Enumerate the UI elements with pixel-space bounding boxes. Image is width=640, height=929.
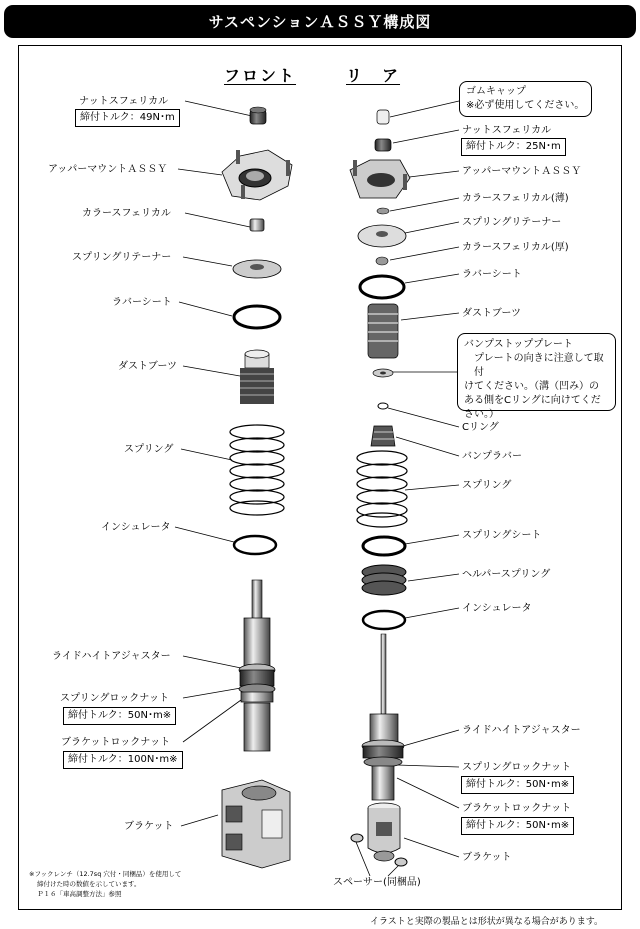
rear-spring-lock-torque-box: 締付トルク：50N･m※ [461,776,574,794]
rear-spring-lock-nut-label: スプリングロックナット [462,762,571,773]
rear-spring-retainer-art [358,225,406,247]
rear-ride-height-adjuster-label: ライドハイトアジャスター [462,725,581,736]
rear-damper-art [362,634,404,800]
rear-collar-thick-label: カラースフェリカル(厚) [462,242,569,253]
front-spring-lock-nut-label: スプリングロックナット [60,693,169,704]
rear-bracket-label: ブラケット [462,852,512,863]
rear-collar-thick-art [376,257,388,265]
rear-c-ring-art [378,403,388,409]
front-bracket-art [222,780,290,868]
rear-bump-rubber-art [371,426,395,446]
rear-bracket-lock-torque-box: 締付トルク：50N･m※ [461,817,574,835]
rear-bump-rubber-label: バンプラバー [462,451,522,462]
front-ride-height-adjuster-label: ライドハイトアジャスター [52,651,171,662]
rear-helper-spring-label: ヘルパースプリング [462,569,551,580]
rear-spring-seat-art [363,537,405,555]
front-insulator-art [234,536,276,554]
front-spring-retainer-art [233,260,281,278]
rear-rubber-cap-label: ゴムキャップ [466,86,526,97]
front-dust-boot-label: ダストブーツ [118,361,177,372]
front-nut-torque-box: 締付トルク：49N･m [75,109,180,127]
disclaimer-text: イラストと実際の製品とは形状が異なる場合があります。 [370,917,604,927]
front-section-title: フロント [224,66,297,85]
rear-bump-stop-note-line4: さい。） [464,409,499,420]
rear-bump-stop-note-line2: けてください。（溝（凹み）の [464,381,599,392]
rear-nut-spherical-label: ナットスフェリカル [462,125,552,136]
front-collar-spherical-art [250,219,264,231]
rear-spring-retainer-label: スプリングリテーナー [462,217,562,228]
footnote-line1: ※フックレンチ（12.7sq 穴付・同梱品）を使用して [29,870,182,878]
rear-bump-stop-plate-callout [457,333,616,420]
rear-bracket-lock-nut-label: ブラケットロックナット [462,803,572,814]
rear-spring-seat-label: スプリングシート [462,530,542,541]
rear-spring-label: スプリング [462,480,512,491]
front-rubber-seat-label: ラバーシート [112,297,172,308]
rear-nut-spherical-art [375,139,391,151]
rear-rubber-cap-art [377,110,389,124]
rear-bump-stop-note-line1: プレートの向きに注意して取付 [474,353,604,378]
rear-insulator-art [363,611,405,629]
rear-bump-stop-plate-label: バンプストッププレート [464,339,573,350]
rear-section-title: リ ア [346,66,401,85]
rear-dust-boot-art [368,304,398,358]
rear-nut-torque-box: 締付トルク：25N･m [461,138,566,156]
rear-bump-stop-note-line3: ある側をCリングに向けてくだ [464,395,601,406]
front-bracket-lock-nut-label: ブラケットロックナット [61,737,171,748]
rear-upper-mount-art [350,160,410,198]
front-spring-label: スプリング [124,444,174,455]
front-damper-art [239,580,275,751]
rear-rubber-seat-art [360,276,404,298]
front-bracket-label: ブラケット [124,821,174,832]
front-rubber-seat-art [234,306,280,328]
page-title: サスペンションＡＳＳＹ構成図 [208,13,432,31]
rear-spacer-label: スペーサー(同梱品) [333,877,421,888]
rear-helper-spring-art [362,565,406,595]
front-spring-art [230,425,284,515]
rear-c-ring-label: Cリング [462,422,499,433]
front-upper-mount-art [222,150,292,200]
rear-bracket-art [368,803,400,861]
footnote-line2: 締付けた時の数値を示しています。 [37,880,141,888]
rear-collar-thin-art [377,208,389,214]
rear-rubber-cap-callout [459,81,592,117]
front-spring-retainer-label: スプリングリテーナー [72,252,172,263]
front-insulator-label: インシュレータ [101,522,171,533]
footnote-line3: Ｐ１６「車高調整方法」参照 [37,890,122,898]
front-nut-spherical-art [250,107,266,124]
front-bracket-lock-torque-box: 締付トルク：100N･m※ [63,751,183,769]
front-dust-boot-art [240,350,274,404]
rear-rubber-cap-note: ※必ず使用してください。 [466,100,585,111]
rear-spring-art [357,451,407,527]
rear-dust-boot-label: ダストブーツ [462,308,521,319]
rear-upper-mount-label: アッパーマウントＡＳＳＹ [462,166,582,177]
front-upper-mount-label: アッパーマウントＡＳＳＹ [48,164,168,175]
front-nut-spherical-label: ナットスフェリカル [79,96,169,107]
rear-insulator-label: インシュレータ [462,603,532,614]
front-spring-lock-torque-box: 締付トルク：50N･m※ [63,707,176,725]
front-collar-spherical-label: カラースフェリカル [82,208,171,219]
rear-bump-stop-plate-art [373,369,393,377]
rear-rubber-seat-label: ラバーシート [462,269,522,280]
rear-collar-thin-label: カラースフェリカル(薄) [462,193,569,204]
